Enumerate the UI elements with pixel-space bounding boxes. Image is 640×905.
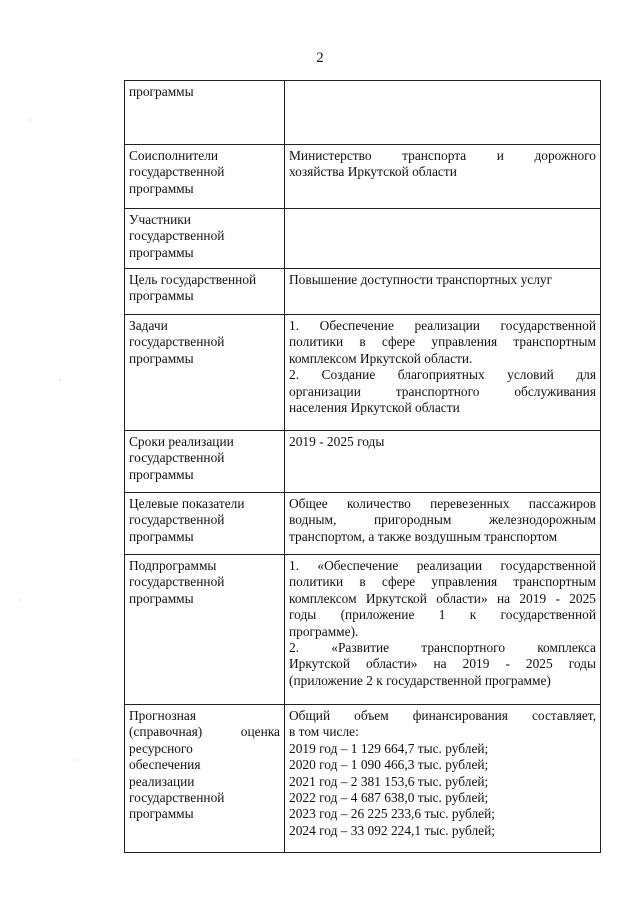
row-label (125, 145, 285, 209)
label-line: Цель государственной (129, 272, 257, 287)
table-row (125, 269, 601, 315)
value-line: политики в сфере управления транспортным (289, 334, 596, 350)
value-line: 2020 год – 1 090 466,3 тыс. рублей; (289, 757, 489, 773)
value-line: 2021 год – 2 381 153,6 тыс. рублей; (289, 773, 489, 789)
value-line: в том числе: (289, 724, 359, 740)
label-line: Прогнозная (129, 708, 196, 723)
row-label (125, 81, 285, 145)
label-line: программы (129, 244, 194, 260)
page-number: 2 (316, 50, 324, 66)
row-label (125, 705, 285, 853)
label-line: Участники (129, 212, 191, 227)
value-line: 2024 год – 33 092 224,1 тыс. рублей; (289, 822, 495, 838)
row-value (285, 493, 601, 555)
row-label (125, 209, 285, 269)
label-line: программы (129, 528, 194, 544)
row-value (285, 705, 601, 853)
row-label (125, 493, 285, 555)
value-line: транспортом, а также воздушным транспортом (289, 528, 558, 544)
label-line: программы (129, 84, 194, 99)
label-line: Сроки реализации (129, 434, 234, 449)
value-line: 2019 - 2025 годы (289, 434, 385, 449)
table-row (125, 315, 601, 431)
row-label (125, 555, 285, 705)
label-line: государственной (129, 574, 225, 590)
label-line: ресурсного (129, 740, 193, 756)
table-row (125, 209, 601, 269)
value-line: хозяйства Иркутской области (289, 164, 457, 180)
row-value (285, 209, 601, 269)
label-line: Соисполнители (129, 148, 219, 163)
value-line: Министерство транспорта и дорожного (289, 148, 596, 163)
label-line: государственной (129, 790, 225, 806)
table-row (125, 555, 601, 705)
row-value (285, 81, 601, 145)
label-line: Подпрограммы (129, 558, 217, 573)
value-line: комплексом Иркутской области» на 2019 - 2025 (289, 590, 596, 606)
value-line: программе). (289, 623, 359, 639)
value-line: 2019 год – 1 129 664,7 тыс. рублей; (289, 740, 489, 756)
label-line: программы (129, 180, 194, 196)
row-value (285, 269, 601, 315)
value-line: годы (приложение 1 к государственной (289, 607, 596, 623)
label-line: государственной (129, 164, 225, 180)
label-line: государственной (129, 228, 225, 244)
row-value (285, 555, 601, 705)
value-line: комплексом Иркутской области. (289, 350, 473, 366)
label-line: обеспечения (129, 757, 201, 773)
value-line: Иркутской области» на 2019 - 2025 годы (289, 656, 596, 672)
value-line: Общее количество перевезенных пассажиров (289, 496, 596, 511)
value-line: организации транспортного обслуживания (289, 383, 596, 399)
value-line: водным, пригородным железнодорожным (289, 512, 596, 528)
table-row (125, 81, 601, 145)
label-line: государственной (129, 450, 225, 466)
value-line: Повышение доступности транспортных услуг (289, 272, 553, 287)
label-line: Целевые показатели (129, 496, 245, 511)
row-value (285, 315, 601, 431)
label-line: реализации (129, 773, 195, 789)
table-row (125, 431, 601, 493)
row-label (125, 431, 285, 493)
label-line: (справочная) оценка (129, 724, 280, 740)
label-line: программы (129, 466, 194, 482)
label-line: государственной (129, 512, 225, 528)
value-line: 2022 год – 4 687 638,0 тыс. рублей; (289, 790, 489, 806)
row-label (125, 269, 285, 315)
program-passport-table (124, 80, 601, 853)
value-line: 1. «Обеспечение реализации государственной (289, 558, 596, 573)
label-line: Задачи (129, 318, 168, 333)
value-line: 1. Обеспечение реализации государственной (289, 318, 596, 333)
label-line: программы (129, 806, 194, 822)
row-value (285, 145, 601, 209)
value-line: 2023 год – 26 225 233,6 тыс. рублей; (289, 806, 495, 822)
row-label (125, 315, 285, 431)
row-value (285, 431, 601, 493)
scan-margin-noise (0, 0, 110, 905)
label-line: программы (129, 288, 194, 304)
value-line: Общий объем финансирования составляет, (289, 708, 596, 723)
value-line: политики в сфере управления транспортным (289, 574, 596, 590)
value-line: населения Иркутской области (289, 400, 460, 416)
label-line: программы (129, 590, 194, 606)
table-row (125, 493, 601, 555)
label-line: программы (129, 350, 194, 366)
value-line: 2. «Развитие транспортного комплекса (289, 640, 596, 656)
label-line: государственной (129, 334, 225, 350)
table-row (125, 145, 601, 209)
value-line: (приложение 2 к государственной программе) (289, 672, 551, 688)
table-row (125, 705, 601, 853)
value-line: 2. Создание благоприятных условий для (289, 367, 596, 383)
